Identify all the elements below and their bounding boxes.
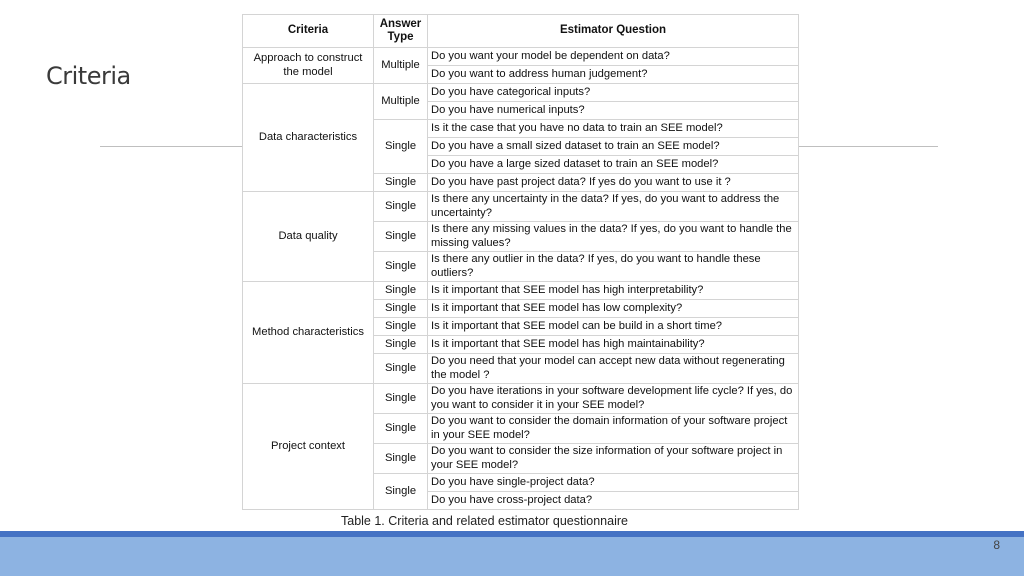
criteria-cell: Approach to construct the model (243, 48, 374, 84)
answer-type-cell: Single (374, 336, 428, 354)
question-cell: Do you have single-project data? (428, 474, 799, 492)
question-cell: Is there any outlier in the data? If yes, do you want to handle these outliers? (428, 252, 799, 282)
answer-type-cell: Single (374, 300, 428, 318)
question-cell: Do you have a large sized dataset to train an SEE model? (428, 156, 799, 174)
answer-type-cell: Single (374, 384, 428, 414)
criteria-cell: Method characteristics (243, 282, 374, 384)
question-cell: Do you need that your model can accept new data without regenerating the model ? (428, 354, 799, 384)
title-divider-left (100, 146, 242, 147)
title-divider-right (798, 146, 938, 147)
question-cell: Do you want your model be dependent on data? (428, 48, 799, 66)
criteria-table (242, 14, 799, 510)
table-header-row (243, 15, 799, 48)
question-cell: Do you have categorical inputs? (428, 84, 799, 102)
answer-type-cell: Single (374, 318, 428, 336)
answer-type-cell: Multiple (374, 84, 428, 120)
table-row (243, 48, 799, 66)
question-cell: Do you want to consider the size information of your software project in your SEE model? (428, 444, 799, 474)
question-cell: Do you have a small sized dataset to train an SEE model? (428, 138, 799, 156)
question-cell: Do you want to consider the domain information of your software project in your SEE model? (428, 414, 799, 444)
answer-type-cell: Single (374, 444, 428, 474)
question-cell: Do you want to address human judgement? (428, 66, 799, 84)
criteria-table-image (242, 14, 798, 512)
table-row (243, 384, 799, 414)
question-cell: Do you have cross-project data? (428, 492, 799, 510)
answer-type-cell: Single (374, 192, 428, 222)
criteria-cell: Data characteristics (243, 84, 374, 192)
header-estimator-question: Estimator Question (428, 15, 799, 48)
answer-type-cell: Single (374, 474, 428, 510)
question-cell: Do you have numerical inputs? (428, 102, 799, 120)
question-cell: Is it important that SEE model has high interpretability? (428, 282, 799, 300)
table-row (243, 192, 799, 222)
table-caption: Table 1. Criteria and related estimator questionnaire (341, 514, 628, 528)
answer-type-cell: Single (374, 120, 428, 174)
answer-type-cell: Multiple (374, 48, 428, 84)
question-cell: Is it important that SEE model has low complexity? (428, 300, 799, 318)
table-row (243, 84, 799, 102)
table-row (243, 282, 799, 300)
answer-type-cell: Single (374, 354, 428, 384)
question-cell: Do you have iterations in your software development life cycle? If yes, do you want to consider it in your SEE model? (428, 384, 799, 414)
answer-type-cell: Single (374, 414, 428, 444)
question-cell: Is it the case that you have no data to train an SEE model? (428, 120, 799, 138)
question-cell: Is there any missing values in the data? If yes, do you want to handle the missing values? (428, 222, 799, 252)
criteria-cell: Project context (243, 384, 374, 510)
question-cell: Is it important that SEE model has high maintainability? (428, 336, 799, 354)
header-criteria: Criteria (243, 15, 374, 48)
footer-band (0, 537, 1024, 576)
page-number: 8 (993, 538, 1000, 552)
question-cell: Is it important that SEE model can be build in a short time? (428, 318, 799, 336)
criteria-cell: Data quality (243, 192, 374, 282)
answer-type-cell: Single (374, 174, 428, 192)
answer-type-cell: Single (374, 222, 428, 252)
slide-title: Criteria (46, 62, 131, 90)
answer-type-cell: Single (374, 252, 428, 282)
header-answer-type: Answer Type (374, 15, 428, 48)
answer-type-cell: Single (374, 282, 428, 300)
question-cell: Is there any uncertainty in the data? If yes, do you want to address the uncertainty? (428, 192, 799, 222)
question-cell: Do you have past project data? If yes do you want to use it ? (428, 174, 799, 192)
